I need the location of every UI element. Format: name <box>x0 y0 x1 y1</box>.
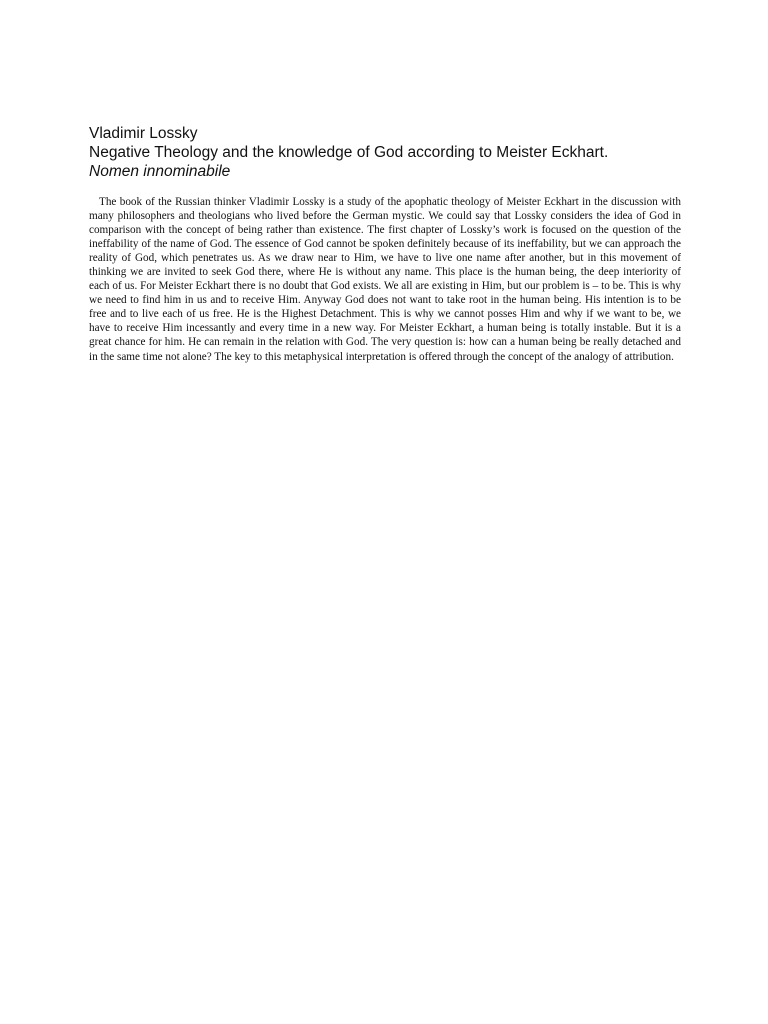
document-content <box>89 124 681 364</box>
author-name: Vladimir Lossky <box>89 125 198 142</box>
document-title: Negative Theology and the knowledge of God according to Meister Eckhart. <box>89 144 609 161</box>
document-subtitle: Nomen innominabile <box>89 163 231 180</box>
body-paragraph: The book of the Russian thinker Vladimir Lossky is a study of the apophatic theology of Meister Eckhart in the discussion with many philosophers and theologians who lived before the German mystic. We could say that Lossky considers the idea of God in comparison with the concept of being rather than existence. The first chapter of Lossky’s work is focused on the question of the ineffability of the name of God. The essence of God cannot be spoken definitely because of its ineffability, but we can approach the reality of God, which penetrates us. As we draw near to Him, we have to live one name after another, but in this movement of thinking we are invited to seek God there, where He is without any name. This place is the human being, the deep interiority of each of us. For Meister Eckhart there is no doubt that God exists. We all are existing in Him, but our problem is – to be. This is why we need to find him in us and to receive Him. Anyway God does not want to take root in the human being. His intention is to be free and to live each of us free. He is the Highest Detachment. This is why we cannot posses Him and why if we want to be, we have to receive Him incessantly and every time in a new way. For Meister Eckhart, a human being is totally instable. But it is a great chance for him. He can remain in the relation with God. The very question is: how can a human being be really detached and in the same time not alone? The key to this metaphysical interpretation is offered through the concept of the analogy of attribution. <box>89 196 681 363</box>
